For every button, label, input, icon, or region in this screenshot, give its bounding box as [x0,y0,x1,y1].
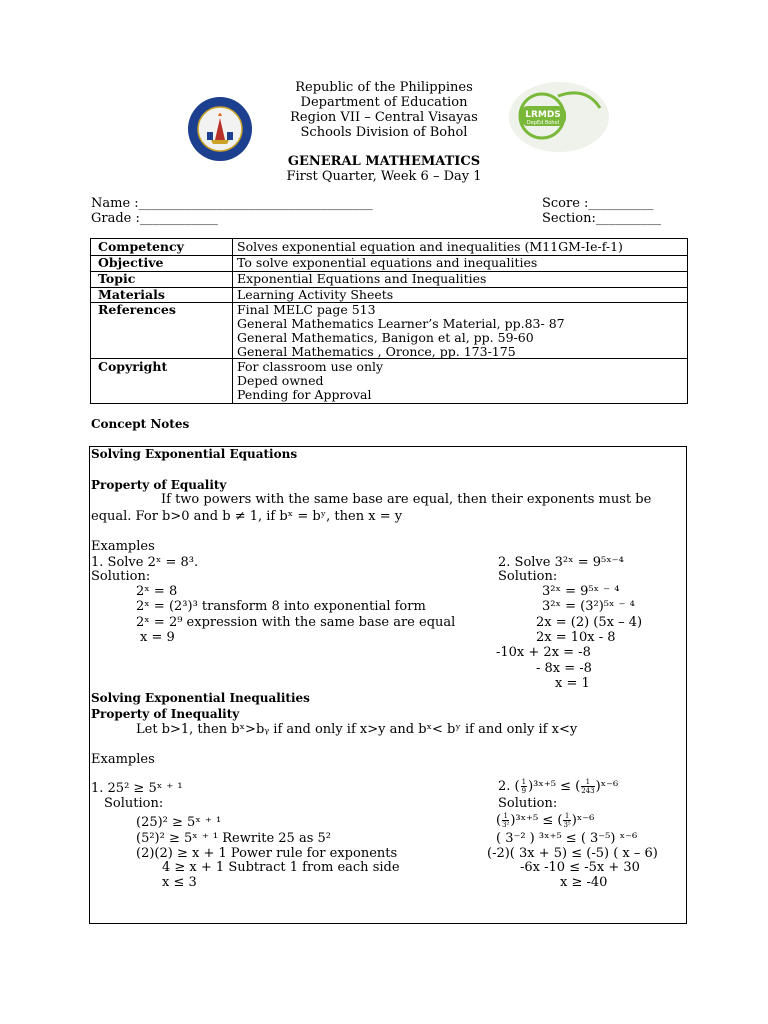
ineq-example1-step3: (2)(2) ≥ x + 1 Power rule for exponents [136,846,398,861]
label-copyright: Copyright [98,359,168,374]
eq-example2-step5: -10x + 2x = -8 [496,645,591,660]
fraction-one-243: $\frac{1}{243}$ [581,778,595,795]
eq-example2-solution-label: Solution: [498,569,558,584]
value-topic: Exponential Equations and Inequalities [237,271,487,286]
concept-notes-heading: Concept Notes [91,417,190,431]
value-reference-4: General Mathematics , Oronce, pp. 173-175 [237,344,516,359]
value-copyright-1: For classroom use only [237,359,384,374]
equality-text-line2: equal. For b>0 and b ≠ 1, if bˣ = bʸ, then x = y [91,509,403,524]
ineq-example2-title [498,778,618,795]
eq-example2-step1: 3²ˣ = 9⁵ˣ ⁻ ⁴ [542,584,620,599]
ineq-example2-end: )ˣ⁻⁶ [595,779,619,794]
header-division: Schools Division of Bohol [300,125,468,140]
ineq-example2-step1: ( $\frac{1}{\text{3²}}$ )³ˣ⁺⁵ ≤ ( $\frac{1}{\text{3⁵}}$ )ˣ⁻⁶ [496,812,595,829]
value-copyright-2: Deped owned [237,373,324,388]
label-objective: Objective [98,255,164,270]
ineq-example2-answer: x ≥ -40 [560,875,608,890]
section-field[interactable]: Section:__________ [542,211,661,226]
eq-example1-title: 1. Solve 2ˣ = 8³. [91,555,199,570]
equations-title: Solving Exponential Equations [91,447,298,461]
inequality-property-title: Property of Inequality [91,707,240,721]
header-block [230,80,538,140]
value-reference-3: General Mathematics, Banigon et al, pp. 59-60 [237,330,534,345]
value-reference-1: Final MELC page 513 [237,302,376,317]
svg-text:LRMDS: LRMDS [525,110,561,120]
eq-example1-step2: 2ˣ = (2³)³ transform 8 into exponential form [136,599,426,614]
ineq-example2-prefix: 2. ( [498,779,520,794]
fraction-one-ninth: $\frac{1}{9}$ [521,778,527,795]
label-topic: Topic [98,271,136,286]
value-copyright-3: Pending for Approval [237,387,372,402]
value-objective: To solve exponential equations and inequalities [237,255,538,270]
eq-example1-solution-label: Solution: [91,569,151,584]
ineq-example1-step4: 4 ≥ x + 1 Subtract 1 from each side [162,860,400,875]
eq-example2-answer: x = 1 [555,676,590,691]
header-department: Department of Education [300,95,468,110]
ineq-example1-step1: (25)² ≥ 5ˣ ⁺ ¹ [136,815,222,830]
subject-block [230,154,538,184]
inequalities-title: Solving Exponential Inequalities [91,691,310,705]
ineq-example1-step2: (5²)² ≥ 5ˣ ⁺ ¹ Rewrite 25 as 5² [136,831,331,846]
ineq-example2-middle: )³ˣ⁺⁵ ≤ ( [528,779,581,794]
ineq-example1-answer: x ≤ 3 [162,875,197,890]
grade-field[interactable]: Grade :____________ [91,211,218,226]
fraction-one-over-3-squared: $\frac{1}{\text{3²}}$ [502,812,510,829]
inequality-property-text: Let b>1, then bˣ>bᵧ if and only if x>y and bˣ< bʸ if and only if x<y [136,722,578,737]
eq-example2-step2: 3²ˣ = (3²)⁵ˣ ⁻ ⁴ [542,599,635,614]
label-references: References [98,302,176,317]
ineq-example2-solution-label: Solution: [498,796,558,811]
eq-example1-step3: 2ˣ = 2⁹ expression with the same base are equal [136,615,456,630]
ineq-example2-step3: (-2)( 3x + 5) ≤ (-5) ( x – 6) [487,846,658,861]
header-republic: Republic of the Philippines [295,80,473,95]
examples-label-1: Examples [91,539,155,554]
label-competency: Competency [98,239,184,254]
value-reference-2: General Mathematics Learner’s Material, pp.83- 87 [237,316,565,331]
eq-example2-title: 2. Solve 3²ˣ = 9⁵ˣ⁻⁴ [498,555,624,570]
fraction-one-over-3-fifth: $\frac{1}{\text{3⁵}}$ [563,812,571,829]
quarter-week: First Quarter, Week 6 – Day 1 [286,169,482,184]
value-materials: Learning Activity Sheets [237,287,394,302]
subject-title: GENERAL MATHEMATICS [287,154,481,169]
equality-text-line1: If two powers with the same base are equal, then their exponents must be [161,492,652,507]
value-competency: Solves exponential equation and inequalities (M11GM-Ie-f-1) [237,239,623,254]
eq-example2-step4: 2x = 10x - 8 [536,630,616,645]
eq-example1-step1: 2ˣ = 8 [136,584,178,599]
score-field[interactable]: Score :__________ [542,196,654,211]
ineq-example2-step4: -6x -10 ≤ -5x + 30 [520,860,640,875]
eq-example2-step6: - 8x = -8 [536,661,592,676]
lesson-info-table [90,238,688,404]
label-materials: Materials [98,287,165,302]
ineq-example1-solution-label: Solution: [104,796,164,811]
equality-property-title: Property of Equality [91,478,227,492]
name-field[interactable]: Name :____________________________________ [91,196,373,211]
examples-label-2: Examples [91,752,155,767]
ineq-example1-title: 1. 25² ≥ 5ˣ ⁺ ¹ [91,781,183,796]
eq-example1-answer: x = 9 [140,630,175,645]
header-region: Region VII – Central Visayas [290,110,478,125]
ineq-example2-step2: ( 3⁻² ) ³ˣ⁺⁵ ≤ ( 3⁻⁵) ˣ⁻⁶ [496,831,638,846]
eq-example2-step3: 2x = (2) (5x – 4) [536,615,643,630]
svg-text:DepEd Bohol: DepEd Bohol [526,120,560,126]
